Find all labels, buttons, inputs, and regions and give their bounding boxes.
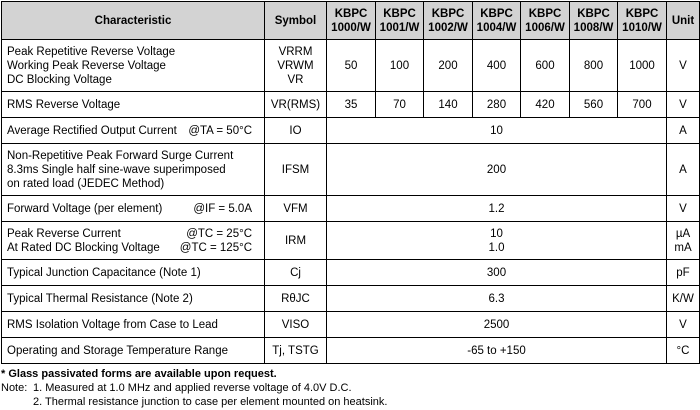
notes-section: [1, 365, 699, 409]
table-row: [2, 312, 700, 338]
unit-cell: pF: [667, 260, 700, 286]
characteristic-cell: Typical Thermal Resistance (Note 2): [2, 286, 265, 312]
unit-cell: A: [667, 144, 700, 196]
value-cell: 1000: [618, 40, 667, 92]
unit-cell: V: [667, 196, 700, 222]
symbol-cell: Tj, TSTG: [265, 338, 327, 364]
characteristic-cell: Peak Repetitive Reverse Voltage Working Peak Reverse Voltage DC Blocking Voltage: [2, 40, 265, 92]
table-row: [2, 196, 700, 222]
header-part-1006: KBPC 1006/W: [521, 2, 570, 40]
value-cell: -65 to +150: [327, 338, 667, 364]
value-cell: 100: [376, 40, 424, 92]
header-part-1002: KBPC 1002/W: [424, 2, 473, 40]
table-row: [2, 118, 700, 144]
symbol-cell: VRRM VRWM VR: [265, 40, 327, 92]
header-part-1010: KBPC 1010/W: [618, 2, 667, 40]
unit-cell: °C: [667, 338, 700, 364]
table-row: [2, 286, 700, 312]
symbol-cell: VISO: [265, 312, 327, 338]
characteristic-cell: [2, 196, 265, 222]
value-cell: 600: [521, 40, 570, 92]
symbol-cell: RθJC: [265, 286, 327, 312]
symbol-cell: IFSM: [265, 144, 327, 196]
value-cell: 200: [424, 40, 473, 92]
header-part-1004: KBPC 1004/W: [473, 2, 521, 40]
unit-cell: A: [667, 118, 700, 144]
symbol-cell: VR(RMS): [265, 92, 327, 118]
note-2: [1, 395, 699, 409]
table-row: [2, 222, 700, 260]
characteristic-cell: Typical Junction Capacitance (Note 1): [2, 260, 265, 286]
header-part-1008: KBPC 1008/W: [570, 2, 618, 40]
unit-cell: µA mA: [667, 222, 700, 260]
unit-cell: K/W: [667, 286, 700, 312]
unit-cell: V: [667, 40, 700, 92]
symbol-cell: IO: [265, 118, 327, 144]
value-cell: 10 1.0: [327, 222, 667, 260]
note-2-text: 2. Thermal resistance junction to case per element mounted on heatsink.: [33, 396, 388, 408]
symbol-cell: Cj: [265, 260, 327, 286]
value-cell: 140: [424, 92, 473, 118]
table-row: [2, 338, 700, 364]
unit-cell: V: [667, 312, 700, 338]
value-cell: 560: [570, 92, 618, 118]
symbol-cell: VFM: [265, 196, 327, 222]
header-characteristic: Characteristic: [2, 2, 265, 40]
value-cell: 6.3: [327, 286, 667, 312]
table-row: [2, 40, 700, 92]
characteristic-cell: Non-Repetitive Peak Forward Surge Current 8.3ms Single half sine-wave superimposed on rated load (JEDEC Method): [2, 144, 265, 196]
value-cell: 300: [327, 260, 667, 286]
specifications-table: [1, 1, 700, 364]
value-cell: 200: [327, 144, 667, 196]
note-1-text: 1. Measured at 1.0 MHz and applied reverse voltage of 4.0V D.C.: [33, 382, 352, 394]
characteristic-cell: RMS Isolation Voltage from Case to Lead: [2, 312, 265, 338]
value-cell: 50: [327, 40, 376, 92]
note-1: [1, 381, 699, 395]
characteristic-cell: RMS Reverse Voltage: [2, 92, 265, 118]
characteristic-label: Average Rectified Output Current: [7, 124, 177, 137]
glass-passivated-note: * Glass passivated forms are available upon request.: [1, 368, 277, 380]
value-cell: 70: [376, 92, 424, 118]
test-condition: @IF = 5.0A: [193, 202, 252, 215]
characteristic-cell: Peak Reverse Current @TC = 25°C At Rated DC Blocking Voltage @TC = 125°C: [2, 222, 265, 260]
header-symbol: Symbol: [265, 2, 327, 40]
table-row: [2, 260, 700, 286]
header-part-1001: KBPC 1001/W: [376, 2, 424, 40]
characteristic-cell: Operating and Storage Temperature Range: [2, 338, 265, 364]
characteristic-cell: [2, 118, 265, 144]
value-cell: 700: [618, 92, 667, 118]
characteristic-label: Forward Voltage (per element): [7, 202, 163, 215]
value-cell: 2500: [327, 312, 667, 338]
header-unit: Unit: [667, 2, 700, 40]
table-row: [2, 92, 700, 118]
value-cell: 420: [521, 92, 570, 118]
test-condition: @TA = 50°C: [188, 124, 252, 137]
value-cell: 800: [570, 40, 618, 92]
value-cell: 400: [473, 40, 521, 92]
value-cell: 280: [473, 92, 521, 118]
value-cell: 35: [327, 92, 376, 118]
value-cell: 10: [327, 118, 667, 144]
symbol-cell: IRM: [265, 222, 327, 260]
table-row: [2, 144, 700, 196]
header-part-1000: KBPC 1000/W: [327, 2, 376, 40]
note-label: Note:: [1, 382, 28, 394]
unit-cell: V: [667, 92, 700, 118]
header-row: [2, 2, 700, 40]
value-cell: 1.2: [327, 196, 667, 222]
